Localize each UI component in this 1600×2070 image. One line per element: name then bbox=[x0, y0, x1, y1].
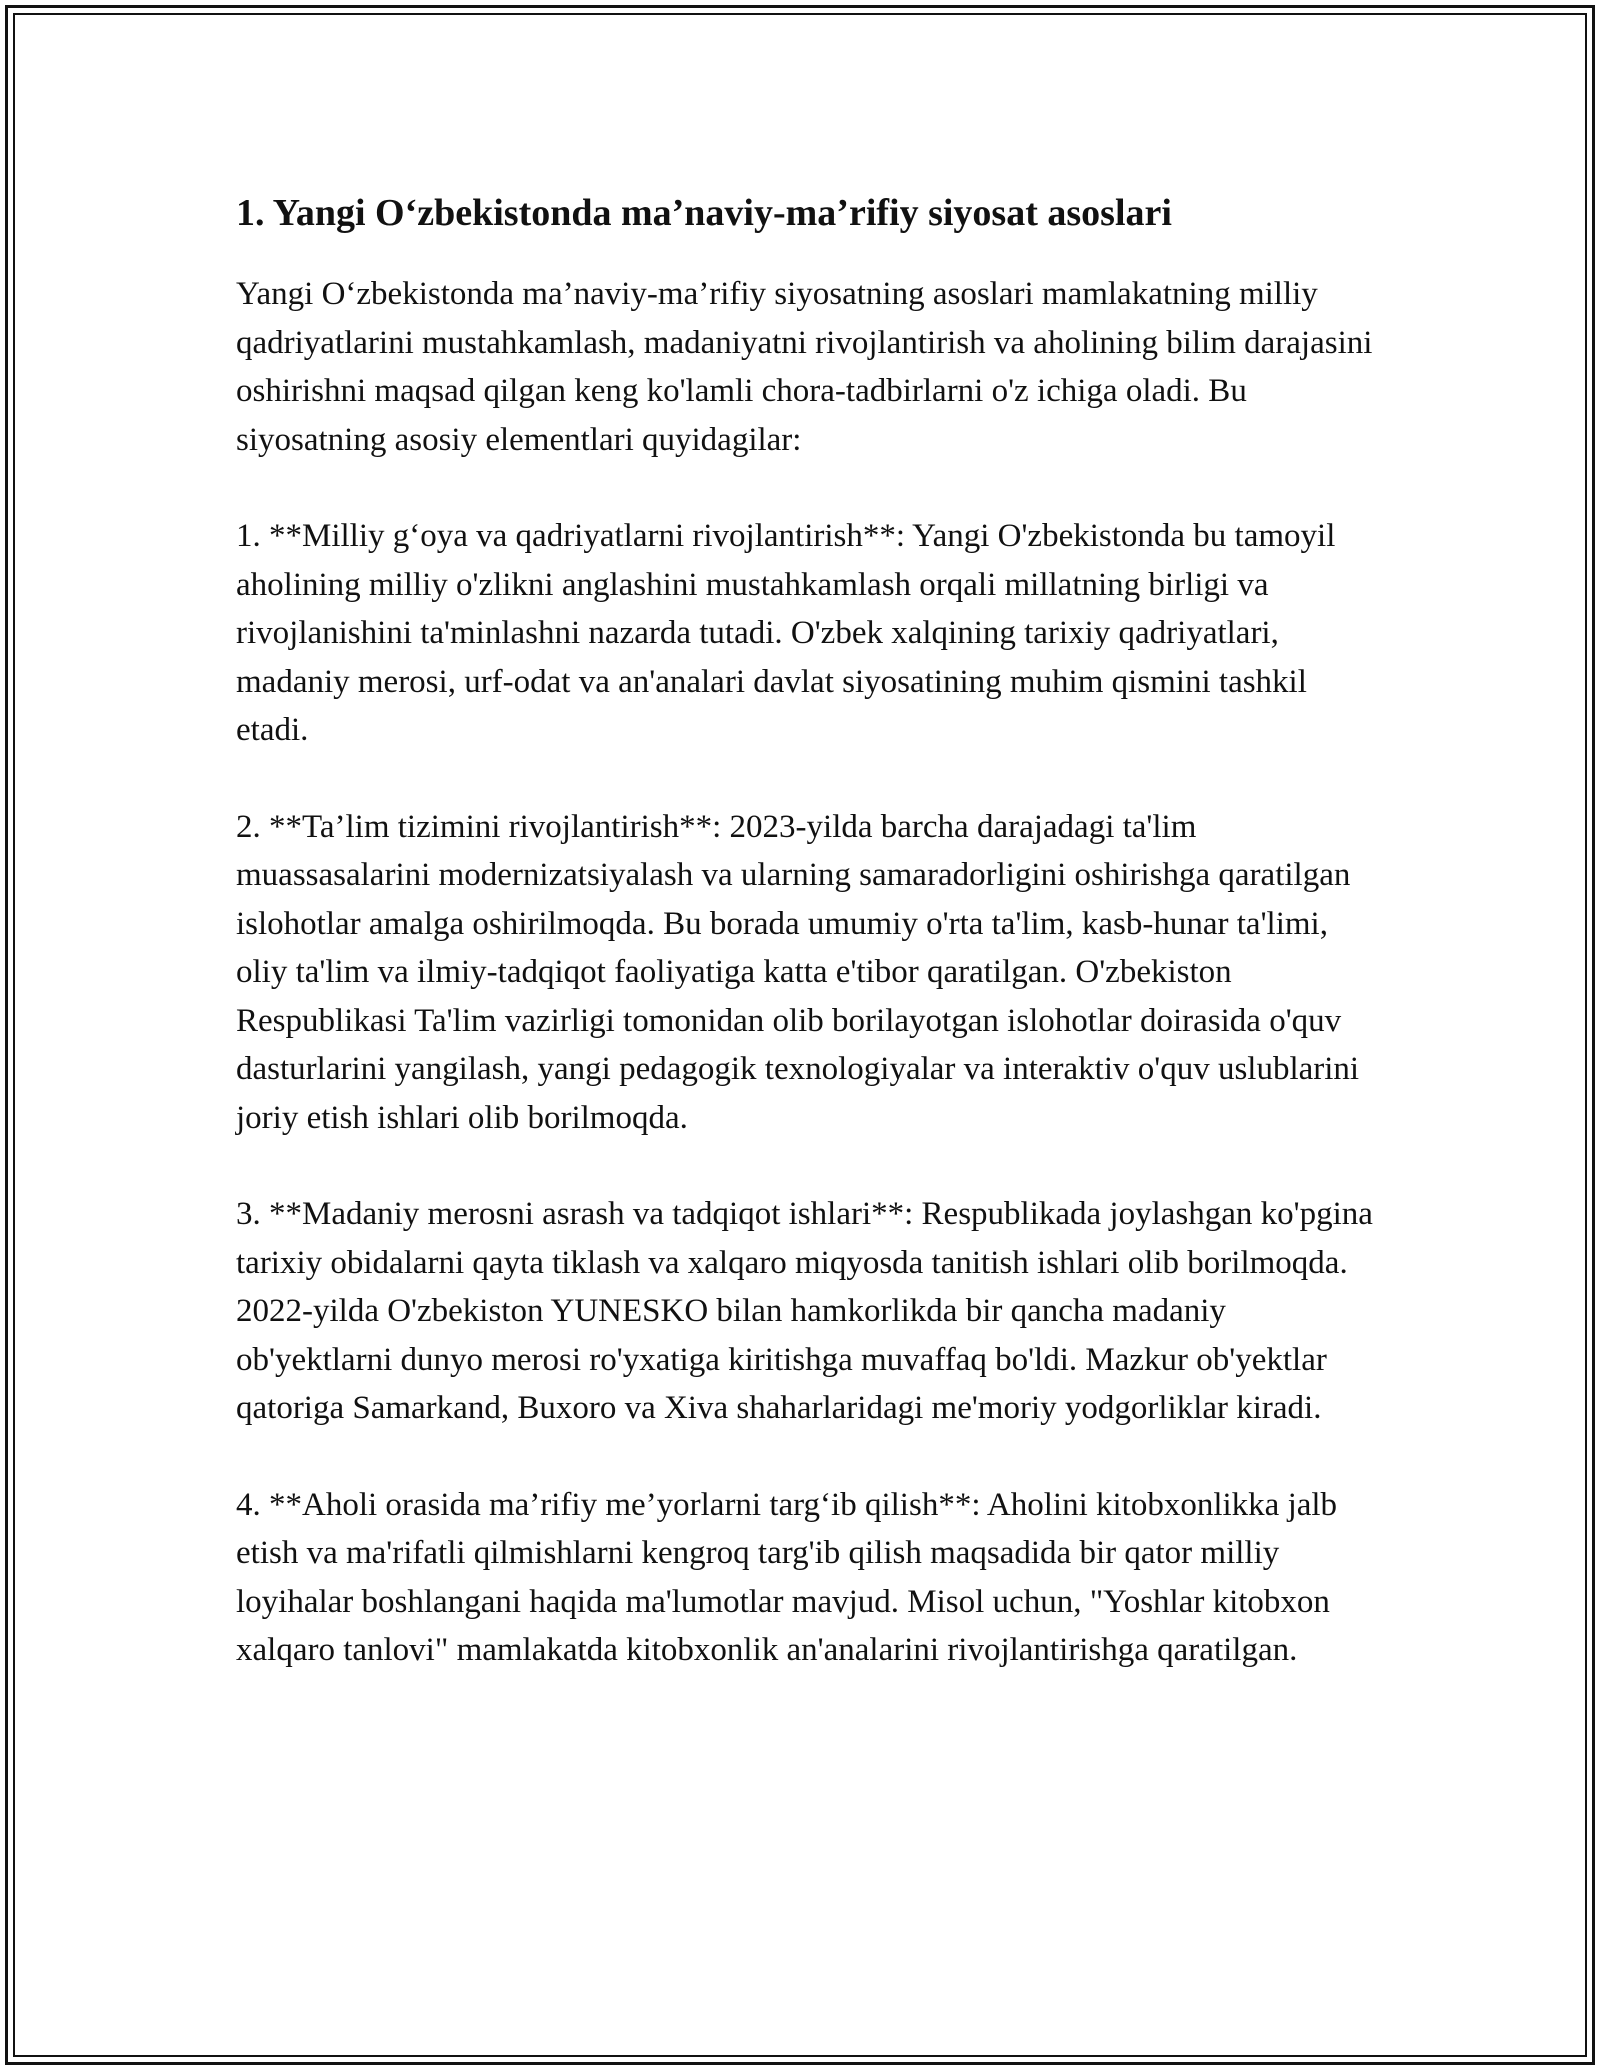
paragraph-madaniy-meros: 3. **Madaniy merosni asrash va tadqiqot ishlari**: Respublikada joylashgan ko'pgina tarixiy obidalarni qayta tiklash va xalqaro miqyosda tanitish ishlari olib borilmoqda. 2022-yilda O'zbekiston YUNESKO bilan hamkorlikda bir qancha madaniy ob'yektlarni dunyo merosi ro'yxatiga kiritishga muvaffaq bo'ldi. Mazkur ob'yektlar qatoriga Samarkand, Buxoro va Xiva shaharlaridagi me'moriy yodgorliklar kiradi. bbox=[236, 1196, 1373, 1426]
paragraph-milliy-goya: 1. **Milliy g‘oya va qadriyatlarni rivojlantirish**: Yangi O'zbekistonda bu tamoyil aholining milliy o'zlikni anglashini mustahkamlash orqali millatning birligi va rivojlanishini ta'minlashni nazarda tutadi. O'zbek xalqining tarixiy qadriyatlari, madaniy merosi, urf-odat va an'analari davlat siyosatining muhim qismini tashkil etadi. bbox=[236, 518, 1336, 748]
paragraph-talim-tizimi: 2. **Ta’lim tizimini rivojlantirish**: 2023-yilda barcha darajadagi ta'lim muassasalarini modernizatsiyalash va ularning samaradorligini oshirishga qaratilgan islohotlar amalga oshirilmoqda. Bu borada umumiy o'rta ta'lim, kasb-hunar ta'limi, oliy ta'lim va ilmiy-tadqiqot faoliyatiga katta e'tibor qaratilgan. O'zbekiston Respublikasi Ta'lim vazirligi tomonidan olib borilayotgan islohotlar doirasida o'quv dasturlarini yangilash, yangi pedagogik texnologiyalar va interaktiv o'quv uslublarini joriy etish ishlari olib borilmoqda. bbox=[236, 808, 1360, 1136]
document-body bbox=[236, 188, 1376, 1723]
document-title: 1. Yangi O‘zbekistonda ma’naviy-ma’rifiy siyosat asoslari bbox=[236, 192, 1172, 234]
intro-paragraph: Yangi O‘zbekistonda ma’naviy-ma’rifiy siyosatning asoslari mamlakatning milliy qadriyatlarini mustahkamlash, madaniyatni rivojlantirish va aholining bilim darajasini oshirishni maqsad qilgan keng ko'lamli chora-tadbirlarni o'z ichiga oladi. Bu siyosatning asosiy elementlari quyidagilar: bbox=[236, 276, 1373, 458]
paragraph-marifiy-meyorlar: 4. **Aholi orasida ma’rifiy me’yorlarni targ‘ib qilish**: Aholini kitobxonlikka jalb etish va ma'rifatli qilmishlarni kengroq targ'ib qilish maqsadida bir qator milliy loyihalar boshlangani haqida ma'lumotlar mavjud. Misol uchun, "Yoshlar kitobxon xalqaro tanlovi" mamlakatda kitobxonlik an'analarini rivojlantirishga qaratilgan. bbox=[236, 1486, 1338, 1668]
